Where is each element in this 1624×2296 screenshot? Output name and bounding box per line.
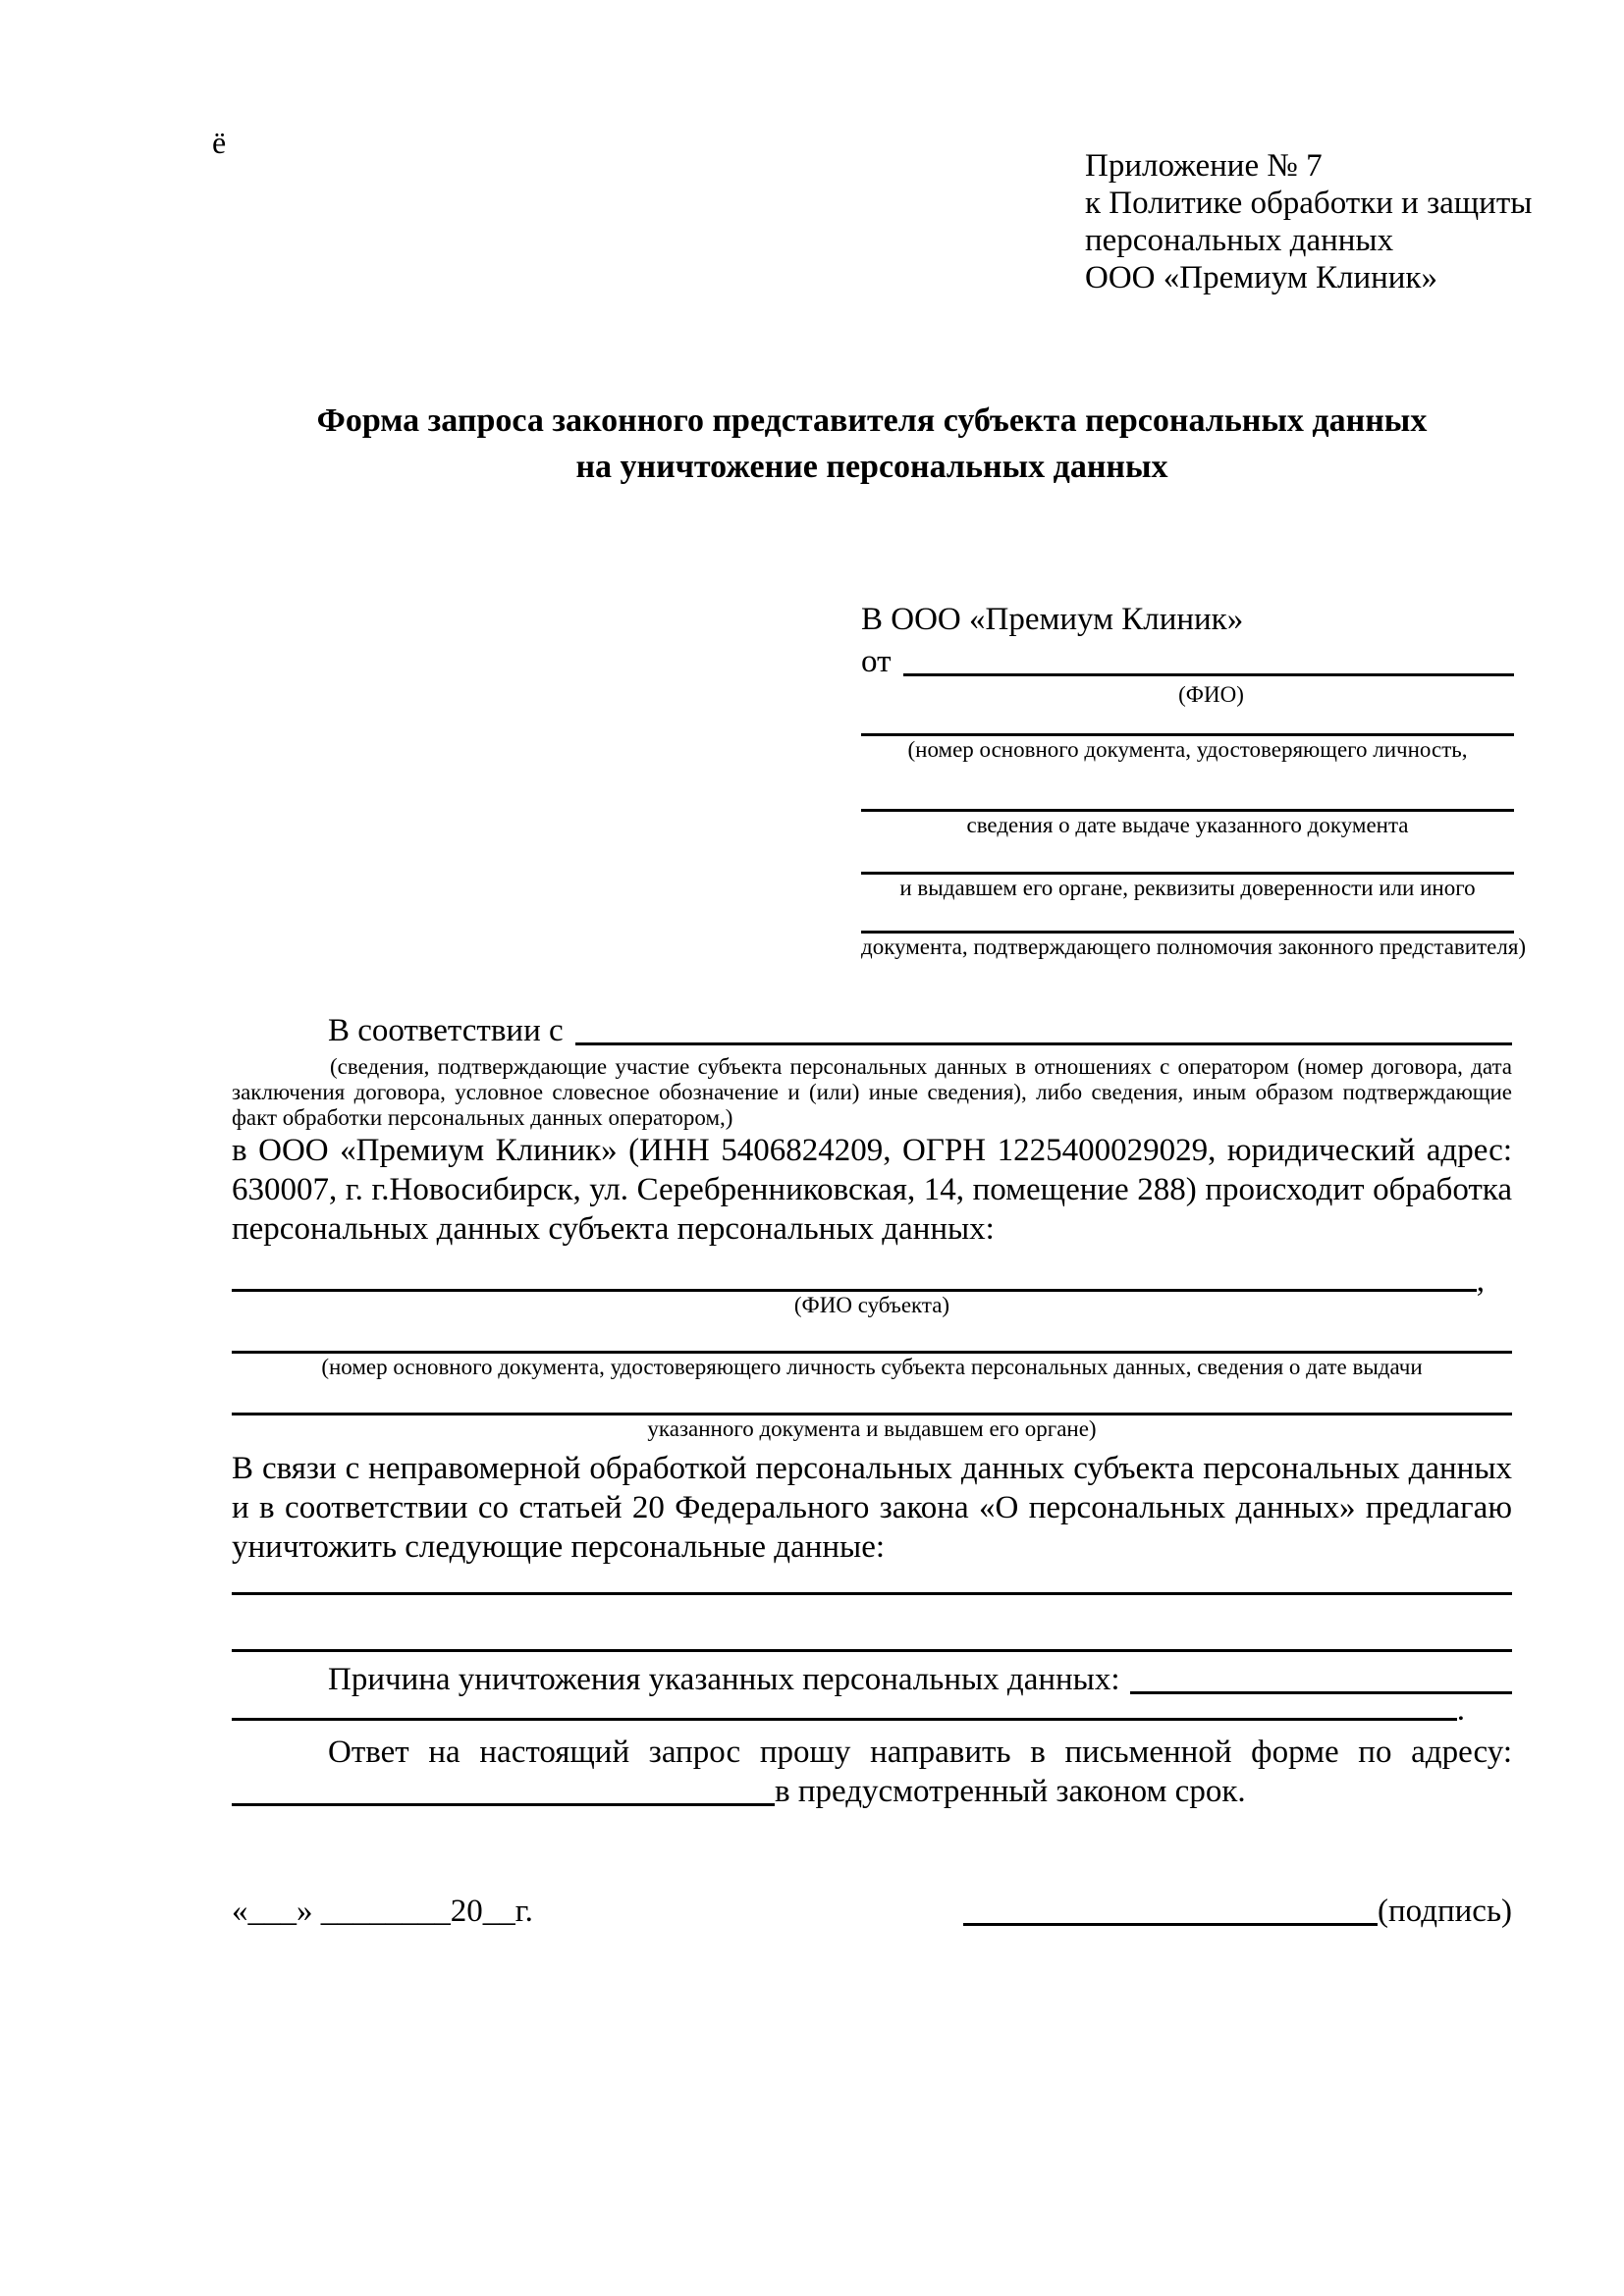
appendix-line: ООО «Премиум Клиник» — [1085, 260, 1437, 295]
addressee-to: В ООО «Премиум Клиник» — [861, 602, 1244, 637]
main-body — [232, 1011, 1512, 1931]
reason-label: Причина уничтожения указанных персональных данных: — [328, 1662, 1120, 1697]
reason-blank-line — [1130, 1691, 1512, 1694]
date-blank: «___» ________20__г. — [232, 1894, 533, 1929]
answer-tail: в предусмотренный законом срок. — [775, 1774, 1246, 1809]
signature-row — [232, 1892, 1512, 1931]
appendix-line: персональных данных — [1085, 223, 1394, 258]
doc-caption-2: указанного документа и выдавшем его органе) — [647, 1416, 1097, 1441]
signature-caption: (подпись) — [1378, 1894, 1512, 1929]
title-line-2: на уничтожение персональных данных — [575, 449, 1168, 485]
title-line-1: Форма запроса законного представителя субъекта персональных данных — [316, 402, 1428, 439]
signature-blank-line — [963, 1923, 1378, 1926]
address-blank-line — [232, 1803, 775, 1806]
fio-subject-caption: (ФИО субъекта) — [793, 1293, 950, 1317]
trailing-comma: , — [1476, 1263, 1485, 1299]
accordance-row — [232, 1011, 1512, 1050]
reason-continuation-row — [232, 1692, 1512, 1728]
answer-address-row — [232, 1772, 1512, 1811]
doc-caption-1: (номер основного документа, удостоверяющего личность субъекта персональных данных, сведения о дате выдачи — [321, 1355, 1423, 1379]
blank-line-caption: сведения о дате выдаче указанного документа — [966, 813, 1409, 837]
trailing-period: . — [1456, 1692, 1465, 1728]
appendix-line: к Политике обработки и защиты — [1085, 186, 1533, 221]
accordance-blank-line — [575, 1042, 1512, 1045]
fio-subject-blank-row — [232, 1263, 1512, 1299]
addressee-block — [861, 601, 1527, 961]
blank-line-caption: (номер основного документа, удостоверяющего личность, — [907, 737, 1468, 762]
unlawful-processing-paragraph: В связи с неправомерной обработкой персональных данных субъекта персональных данных и в соответствии со статьей 20 Федерального закона «О персональных данных» предлагаю уничтожить следующие персональные данные: — [232, 1451, 1512, 1565]
stray-char: ё — [212, 125, 227, 160]
reason-blank-line-2 — [232, 1718, 1457, 1721]
from-label: от — [861, 644, 892, 679]
fine-print-note: (сведения, подтверждающие участие субъекта персональных данных в отношениях с оператором (номер договора, дата заключения договора, условное словесное обозначение и (или) иные сведения), либо сведения, иным образом подтверждающие факт обработки персональных данных оператором,) — [232, 1054, 1512, 1130]
signature-block — [963, 1892, 1512, 1931]
reason-row — [232, 1660, 1512, 1699]
appendix-line: Приложение № 7 — [1085, 148, 1323, 184]
appendix-header — [1085, 147, 1532, 296]
from-row — [861, 638, 1514, 681]
fio-caption: (ФИО) — [1178, 682, 1244, 707]
answer-paragraph: Ответ на настоящий запрос прошу направить в письменной форме по адресу: — [328, 1735, 1512, 1770]
operator-paragraph: в ООО «Премиум Клиник» (ИНН 5406824209, ОГРН 1225400029029, юридический адрес: 630007, г. г.Новосибирск, ул. Серебренниковская, 14, помещение 288) происходит обработка персональных данных субъекта персональных данных: — [232, 1133, 1512, 1247]
blank-line — [232, 1592, 1512, 1595]
fio-blank-line — [903, 673, 1515, 676]
document-title — [232, 398, 1512, 490]
blank-line — [232, 1649, 1512, 1652]
blank-line-caption: документа, подтверждающего полномочия законного представителя) — [861, 934, 1527, 959]
accordance-label: В соответствии с — [328, 1013, 564, 1048]
blank-line-caption: и выдавшем его органе, реквизиты доверенности или иного — [899, 876, 1476, 900]
